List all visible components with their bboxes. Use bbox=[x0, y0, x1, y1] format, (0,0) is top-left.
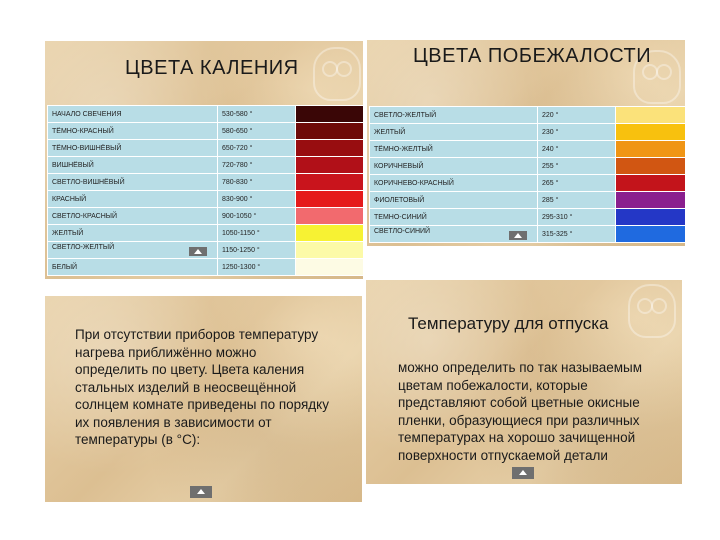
nav-up-button[interactable] bbox=[189, 247, 207, 256]
color-row bbox=[48, 191, 364, 208]
color-name-label: ТЁМНО-ЖЕЛТЫЙ bbox=[374, 145, 433, 153]
temperature-range: 295-310 ° bbox=[538, 209, 616, 226]
color-name bbox=[48, 123, 218, 140]
color-name-label: КРАСНЫЙ bbox=[52, 195, 87, 203]
color-name bbox=[370, 158, 538, 175]
temperature-range: 900-1050 ° bbox=[218, 208, 296, 225]
temperature-range: 720-780 ° bbox=[218, 157, 296, 174]
color-swatch bbox=[296, 225, 364, 242]
text-line: температурах на хорошо зачищенной bbox=[398, 430, 636, 445]
color-swatch bbox=[296, 174, 364, 191]
text-line: их появления в зависимости от bbox=[75, 414, 272, 430]
color-name bbox=[48, 174, 218, 191]
color-swatch bbox=[616, 226, 686, 243]
color-name bbox=[48, 106, 218, 123]
text-line: цветам побежалости, которые bbox=[398, 377, 588, 393]
color-row bbox=[370, 158, 686, 175]
color-name bbox=[370, 209, 538, 226]
color-swatch bbox=[616, 107, 686, 124]
temperature-range: 265 ° bbox=[538, 175, 616, 192]
color-name bbox=[48, 225, 218, 242]
temper-colors-table bbox=[369, 106, 685, 243]
color-name-label: ЖЕЛТЫЙ bbox=[52, 229, 84, 237]
color-row bbox=[370, 226, 686, 243]
color-name bbox=[370, 192, 538, 209]
color-name-label: БЕЛЫЙ bbox=[52, 263, 78, 271]
color-row bbox=[48, 242, 364, 259]
color-name-label: КОРИЧНЕВО-КРАСНЫЙ bbox=[374, 179, 454, 187]
color-swatch bbox=[616, 141, 686, 158]
color-name bbox=[370, 175, 538, 192]
color-swatch bbox=[296, 259, 364, 276]
temperature-range: 530-580 ° bbox=[218, 106, 296, 123]
color-swatch bbox=[296, 242, 364, 259]
color-swatch bbox=[296, 123, 364, 140]
slide-temper-colors bbox=[367, 40, 685, 246]
slide-temper-intro bbox=[366, 280, 682, 484]
color-row bbox=[370, 192, 686, 209]
color-row bbox=[370, 124, 686, 141]
temperature-range: 1050-1150 ° bbox=[218, 225, 296, 242]
color-row bbox=[48, 225, 364, 242]
color-row bbox=[370, 141, 686, 158]
color-name bbox=[48, 157, 218, 174]
color-name bbox=[48, 259, 218, 276]
color-row bbox=[48, 106, 364, 123]
temperature-range: 230 ° bbox=[538, 124, 616, 141]
color-row bbox=[48, 174, 364, 191]
text-line: поверхности отпускаемой детали bbox=[398, 447, 608, 463]
color-name-label: СВЕТЛО-ЖЕЛТЫЙ bbox=[52, 244, 115, 251]
color-name-label: КОРИЧНЕВЫЙ bbox=[374, 162, 424, 170]
slide-title: ЦВЕТА КАЛЕНИЯ bbox=[125, 57, 299, 79]
heat-colors-table bbox=[47, 105, 363, 276]
slide-heat-intro bbox=[45, 296, 362, 502]
color-swatch bbox=[296, 157, 364, 174]
color-name-label: ВИШНЁВЫЙ bbox=[52, 161, 94, 169]
color-swatch bbox=[616, 209, 686, 226]
color-name bbox=[370, 226, 538, 243]
color-name-label: ТЁМНО-ВИШНЁВЫЙ bbox=[52, 144, 122, 152]
slide-heat-colors bbox=[45, 41, 363, 279]
color-name-label: ТЕМНО-СИНИЙ bbox=[374, 213, 427, 221]
color-name bbox=[48, 140, 218, 157]
color-swatch bbox=[296, 191, 364, 208]
text-line: представляют собой цветные окисные bbox=[398, 395, 640, 410]
color-swatch bbox=[616, 192, 686, 209]
text-line: можно определить по так называемым bbox=[398, 360, 643, 375]
color-swatch bbox=[296, 140, 364, 157]
text-line: стальных изделий в неосвещённой bbox=[75, 379, 297, 395]
color-swatch bbox=[616, 158, 686, 175]
temperature-range: 650-720 ° bbox=[218, 140, 296, 157]
intro-text bbox=[75, 326, 355, 449]
color-name bbox=[48, 208, 218, 225]
text-line: пленки, образующиеся при различных bbox=[398, 412, 640, 428]
color-name bbox=[370, 141, 538, 158]
temperature-range: 240 ° bbox=[538, 141, 616, 158]
color-swatch bbox=[616, 124, 686, 141]
nav-up-button[interactable] bbox=[512, 467, 534, 479]
nav-up-button[interactable] bbox=[190, 486, 212, 498]
color-name-label: ЖЕЛТЫЙ bbox=[374, 128, 406, 136]
text-line: нагрева приближённо можно bbox=[75, 344, 257, 360]
temperature-range: 220 ° bbox=[538, 107, 616, 124]
color-name bbox=[48, 191, 218, 208]
temperature-range: 580-650 ° bbox=[218, 123, 296, 140]
color-row bbox=[48, 140, 364, 157]
color-row bbox=[48, 157, 364, 174]
temperature-range: 1250-1300 ° bbox=[218, 259, 296, 276]
temperature-range: 255 ° bbox=[538, 158, 616, 175]
temperature-range: 315-325 ° bbox=[538, 226, 616, 243]
color-row bbox=[48, 208, 364, 225]
color-swatch bbox=[296, 208, 364, 225]
temperature-range: 830-900 ° bbox=[218, 191, 296, 208]
text-line: температуры (в °С): bbox=[75, 432, 201, 447]
color-row bbox=[370, 107, 686, 124]
temperature-range: 780-830 ° bbox=[218, 174, 296, 191]
color-name-label: НАЧАЛО СВЕЧЕНИЯ bbox=[52, 110, 122, 118]
temperature-range: 1150-1250 ° bbox=[218, 242, 296, 259]
owl-watermark-icon bbox=[628, 284, 676, 338]
text-line: солнцем комнате приведены по порядку bbox=[75, 397, 329, 412]
slide-subtitle: Температуру для отпуска bbox=[408, 314, 609, 333]
color-name-label: СВЕТЛО-КРАСНЫЙ bbox=[52, 212, 118, 220]
color-swatch bbox=[296, 106, 364, 123]
text-line: определить по цвету. Цвета каления bbox=[75, 362, 305, 377]
color-name-label: СВЕТЛО-ВИШНЁВЫЙ bbox=[52, 178, 125, 186]
color-name bbox=[370, 107, 538, 124]
color-row bbox=[48, 259, 364, 276]
color-name bbox=[48, 242, 218, 259]
color-name bbox=[370, 124, 538, 141]
color-row bbox=[370, 209, 686, 226]
color-row bbox=[370, 175, 686, 192]
color-swatch bbox=[616, 175, 686, 192]
temper-text bbox=[398, 359, 678, 464]
temperature-range: 285 ° bbox=[538, 192, 616, 209]
color-name-label: ФИОЛЕТОВЫЙ bbox=[374, 196, 425, 204]
nav-up-button[interactable] bbox=[509, 231, 527, 240]
text-line: При отсутствии приборов температуру bbox=[75, 327, 319, 342]
color-name-label: СВЕТЛО-ЖЕЛТЫЙ bbox=[374, 111, 437, 119]
owl-watermark-icon bbox=[313, 47, 361, 101]
color-name-label: ТЁМНО-КРАСНЫЙ bbox=[52, 127, 114, 135]
color-row bbox=[48, 123, 364, 140]
color-name-label: СВЕТЛО-СИНИЙ bbox=[374, 228, 431, 235]
slide-title: ЦВЕТА ПОБЕЖАЛОСТИ bbox=[413, 45, 652, 67]
